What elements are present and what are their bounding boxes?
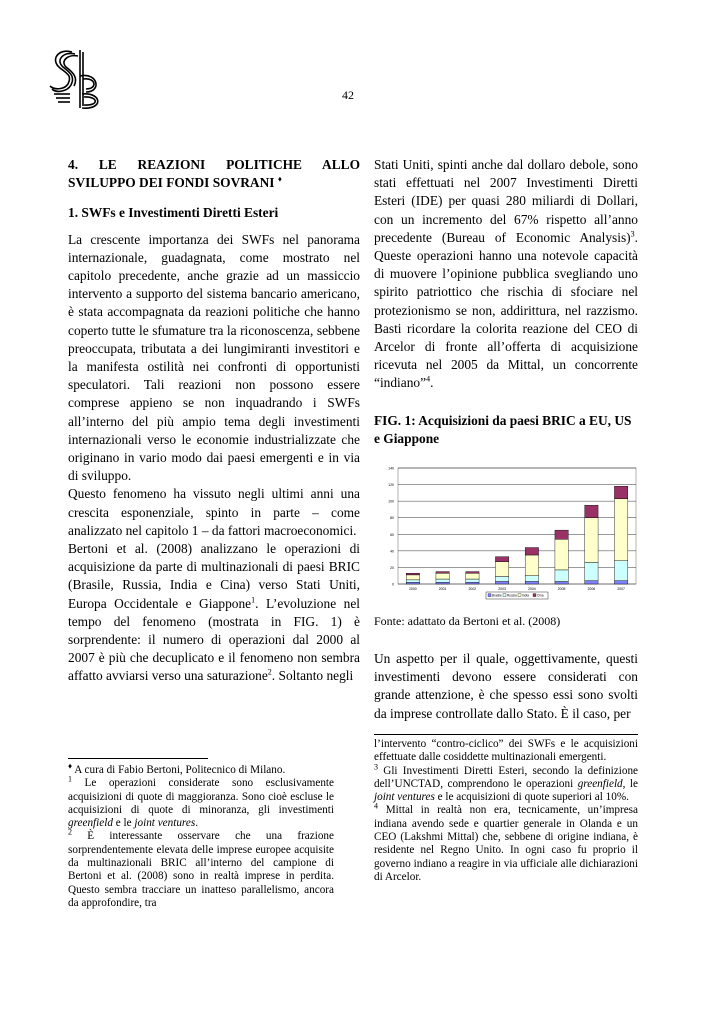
bar-segment	[466, 573, 479, 579]
footnotes-right	[374, 738, 638, 884]
footnote-ref: 3	[630, 229, 635, 239]
y-tick-label: 80	[390, 516, 394, 521]
bar-segment	[555, 570, 568, 582]
y-tick-label: 40	[390, 549, 394, 554]
x-tick-label: 2001	[438, 587, 447, 591]
bar-segment	[614, 581, 627, 584]
bar-segment	[436, 579, 449, 582]
footnotes-left	[68, 761, 334, 910]
y-tick-label: 20	[390, 565, 394, 570]
legend-label: India	[522, 593, 529, 598]
footnote-ref: 1	[251, 595, 256, 605]
bar-segment	[525, 555, 538, 576]
sdb-logo	[46, 46, 102, 112]
bar-segment	[555, 530, 568, 539]
x-tick-label: 2007	[617, 587, 626, 591]
paragraph: Un aspetto per il quale, oggettivamente, questi investimenti devono essere considerati con grande attenzione, è che spesso essi sono svolti da imprese controllate dallo Stato. È il caso, per	[374, 651, 638, 721]
x-tick-label: 2002	[468, 587, 477, 591]
bar-segment	[585, 581, 598, 584]
right-column	[374, 156, 638, 393]
legend-swatch	[503, 594, 506, 597]
x-tick-label: 2003	[498, 587, 507, 591]
x-tick-label: 2004	[527, 587, 536, 591]
bar-segment	[436, 582, 449, 584]
legend-swatch	[533, 594, 536, 597]
footnote-rule	[68, 758, 208, 759]
bar-segment	[406, 580, 419, 582]
subsection-heading: 1. SWFs e Investimenti Diretti Esteri	[68, 205, 279, 221]
bar-segment	[555, 582, 568, 584]
section-heading: 4. LE REAZIONI POLITICHE ALLO SVILUPPO DEI FONDI SOVRANI ♦	[68, 157, 360, 191]
x-tick-label: 2005	[557, 587, 566, 591]
legend-label: Cina	[537, 593, 544, 598]
bar-segment	[406, 575, 419, 580]
bar-segment	[436, 573, 449, 579]
bar-segment	[495, 577, 508, 582]
y-tick-label: 0	[392, 582, 394, 587]
legend-swatch	[488, 594, 491, 597]
footnote-ref: 2	[267, 668, 272, 678]
figure-source: Fonte: adattato da Bertoni et al. (2008)	[374, 614, 561, 628]
x-tick-label: 2000	[408, 587, 417, 591]
bar-segment	[585, 518, 598, 563]
bar-segment	[495, 582, 508, 584]
bar-segment	[495, 557, 508, 562]
bar-segment	[555, 539, 568, 570]
bar-segment	[495, 562, 508, 577]
bar-segment	[525, 548, 538, 555]
footnote: $^3$ Gli Investimenti Diretti Esteri, secondo la definizione dell’UNCTAD, comprendono le operazioni greenfield, le joint ventures e le acquisizioni di quote superiori al 10%.	[374, 761, 639, 804]
bar-chart	[374, 462, 638, 608]
footnote: $^4$ Mittal in realtà non era, tecnicamente, un’impresa indiana avendo sede e quartier generale in Olanda e un CEO (Lakshmi Mittal) che, sebbene di origine indiana, è residente nel Regno Unito. In ogni caso fu proprio il governo indiano a reagire in via ufficiale alle dichiarazioni di Arcelor.	[374, 801, 638, 883]
bar-segment	[614, 486, 627, 498]
paragraph: La crescente importanza dei SWFs nel panorama internazionale, guadagnata, come mostrato nel capitolo precedente, anche grazie ad un massiccio intervento a supporto del sistema bancario americano, è stata accompagnata da reazioni politiche che hanno coperto tutte le sfumature tra la riconoscenza, sebbene preoccupata, tributata a dei lungimiranti investitori e la manifesta ostilità nei confronti di opportunisti speculatori. Tali reazioni non possono essere comprese appieno se non inquadrando i SWFs all’interno del più ampio tema degli investimenti internazionali verso le economie industrializzate che originano in vario modo dai paesi emergenti e in via di sviluppo.	[68, 231, 360, 484]
left-column	[68, 156, 360, 686]
bar-segment	[406, 573, 419, 575]
y-tick-label: 120	[388, 483, 394, 488]
footnote: $^1$ Le operazioni considerate sono esclusivamente acquisizioni di quote di maggioranza. Sono cioè escluse le acquisizioni di quote di minoranza, gli investimenti greenfield e le joint ventures.	[68, 774, 334, 830]
footnote: ♦ A cura di Fabio Bertoni, Politecnico di Milano.	[68, 761, 286, 776]
bar-segment	[466, 582, 479, 584]
x-tick-label: 2006	[587, 587, 596, 591]
bar-segment	[406, 582, 419, 584]
y-tick-label: 140	[388, 466, 394, 471]
figure-title: FIG. 1: Acquisizioni da paesi BRIC a EU, US e Giappone	[374, 413, 632, 447]
bar-segment	[466, 579, 479, 582]
paragraph: Bertoni et al. (2008) analizzano le operazioni di acquisizione da parte di multinazionali di paesi BRIC (Brasile, Russia, India e Cina) verso Stati Uniti, Europa Occidentale e Giappone$^1$. L’evoluzione nel tempo del fenomeno (mostrata in FIG. 1) è sorprendente: il numero di operazioni dal 2000 al 2007 è più che decuplicato e il fenomeno non sembra affatto avviarsi verso una saturazione$^2$. Soltanto negli	[68, 541, 360, 684]
legend-swatch	[518, 594, 521, 597]
bar-segment	[436, 572, 449, 574]
y-tick-label: 100	[388, 499, 394, 504]
bar-segment	[466, 572, 479, 574]
bar-segment	[585, 505, 598, 517]
footnote: l’intervento “contro-ciclico” dei SWFs e le acquisizioni effettuate dalle cosiddette multinazionali emergenti.	[374, 738, 638, 764]
legend-label: Brasile	[492, 593, 502, 598]
paragraph: Questo fenomeno ha vissuto negli ultimi anni una crescita esponenziale, spinto in parte – come analizzato nel capitolo 1 – da fattori macroeconomici.	[68, 486, 360, 538]
bar-segment	[614, 561, 627, 581]
bar-segment	[525, 582, 538, 584]
footnote-rule	[374, 734, 638, 735]
footnote: $^2$ È interessante osservare che una frazione sorprendentemente elevata delle imprese europee acquisite da multinazionali BRIC all’interno del campione di Bertoni et al. (2008) sono in realtà imprese in perdita. Questo sembra tracciare un inatteso parallelismo, ancora da approfondire, tra	[68, 827, 334, 909]
plot-area	[398, 468, 636, 584]
bar-segment	[585, 562, 598, 580]
legend-label: Russia	[507, 593, 517, 598]
heading-marker: ♦	[277, 174, 282, 184]
bar-segment	[614, 499, 627, 561]
paragraph: Stati Uniti, spinti anche dal dollaro debole, sono stati effettuati nel 2007 Investimenti Diretti Esteri (IDE) per quasi 280 miliardi di Dollari, con un incremento del 67% rispetto all’anno precedente (Bureau of Economic Analysis)$^3$. Queste operazioni hanno una notevole capacità di muovere l’opinione pubblica svegliando uno spirito patriottico che rischia di sfociare nel protezionismo se non, addirittura, nel razzismo. Basti ricordare la colorita reazione del CEO di Arcelor di fronte all’offerta di acquisizione ricevuta nel 2005 da Mittal, un concorrente “indiano”$^4$.	[374, 157, 638, 391]
bar-segment	[525, 576, 538, 582]
page-number: 42	[342, 88, 354, 102]
footnote-ref: 4	[426, 374, 431, 384]
y-tick-label: 60	[390, 532, 394, 537]
